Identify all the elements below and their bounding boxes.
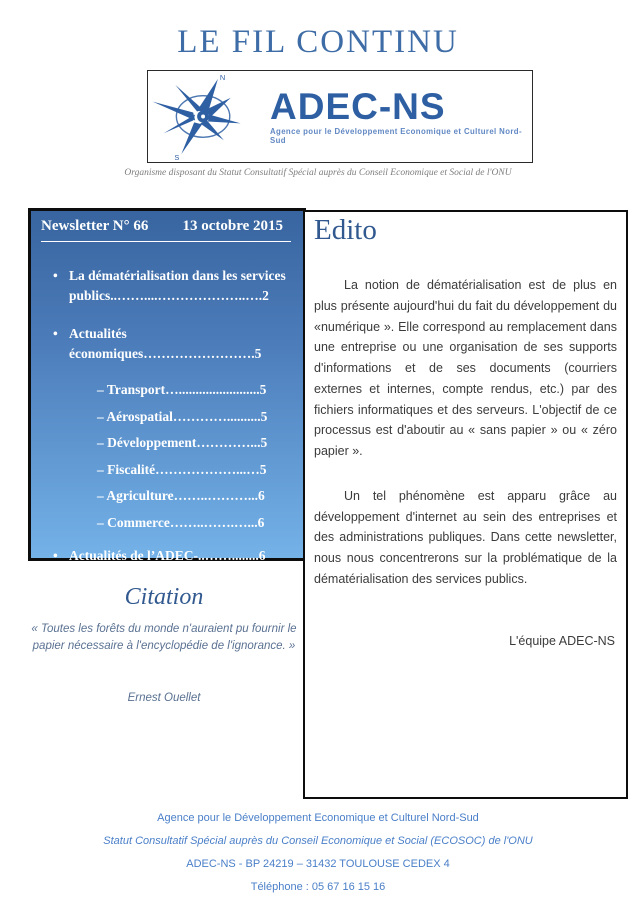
toc-item-dematerialisation: • La dématérialisation dans les services publics..……....………………..….2	[53, 266, 297, 307]
toc-item-actualites-adec: • Actualités de l’ADEC-..……........6	[53, 546, 297, 566]
newsletter-number: Newsletter N° 66	[41, 218, 149, 234]
compass-north-label: N	[219, 72, 226, 82]
toc-subitem-agriculture: – Agriculture……..………...6	[97, 488, 265, 504]
logo-text	[270, 88, 532, 145]
citation-section	[18, 584, 310, 704]
footer-phone: Téléphone : 05 67 16 15 16	[250, 881, 386, 893]
toc-list	[31, 242, 303, 567]
footer-consultative-status: Statut Consultatif Spécial auprès du Conseil Economique et Social (ECOSOC) de l'ONU	[103, 835, 533, 847]
compass-south-label: S	[174, 153, 180, 162]
newsletter-toc-box	[28, 208, 306, 564]
toc-subitem-fiscalite: – Fiscalité………………...…5	[97, 461, 267, 477]
citation-title: Citation	[124, 584, 204, 610]
toc-subitem-transport: – Transport…........................5	[97, 382, 267, 397]
toc-item-actualites-economiques: • Actualités économiques…………………….5	[53, 324, 297, 365]
logo-name: ADEC-NS	[270, 86, 446, 127]
newsletter-date: 13 octobre 2015	[182, 218, 283, 234]
toc-subitem-aerospatial: – Aérospatial…………..........5	[97, 408, 268, 424]
page-footer	[0, 812, 636, 904]
toc-header	[31, 211, 303, 239]
footer-address: ADEC-NS - BP 24219 – 31432 TOULOUSE CEDEX 4	[186, 858, 450, 870]
footer-agency-name: Agence pour le Développement Economique et Culturel Nord-Sud	[157, 812, 479, 824]
edito-paragraph-2: Un tel phénomène est apparu grâce au développement d'internet au sein des entreprises et des administrations publiques. Dans cette newsletter, nous nous concentrerons sur la problématique de la dématérialisation des services publics.	[314, 488, 617, 586]
consultative-status-tagline: Organisme disposant du Statut Consultatif Spécial auprès du Conseil Economique et Social de l'ONU	[124, 168, 512, 178]
citation-quote: « Toutes les forêts du monde n'auraient pu fournir le papier nécessaire à l'encyclopédie de l'ignorance. »	[31, 623, 297, 652]
toc-subitem-commerce: – Commerce……..…….…...6	[97, 514, 265, 530]
edito-paragraph-1: La notion de dématérialisation est de plus en plus présente aujourd'hui du fait du développement du «numérique ». Elle correspond au remplacement dans une entreprise ou une organisation de ses supports d'informations et de ses documents (courriers externes et internes, compte rendus, etc.) par des fichiers informatiques et des serveurs. L'objectif de ce processus est d'aboutir au « sans papier » ou « zéro papier ».	[314, 278, 617, 458]
edito-box	[303, 210, 628, 799]
page-title: LE FIL CONTINU	[177, 24, 459, 60]
edito-signature: L'équipe ADEC-NS	[509, 633, 615, 648]
toc-subitem-developpement: – Développement…………...5	[97, 435, 268, 451]
logo-box	[147, 70, 533, 163]
edito-title: Edito	[314, 214, 377, 246]
logo-subtitle: Agence pour le Développement Economique et Culturel Nord-Sud	[270, 127, 522, 145]
citation-author: Ernest Ouellet	[127, 692, 201, 705]
toc-bottom-rule	[41, 575, 291, 576]
compass-icon	[148, 71, 270, 162]
